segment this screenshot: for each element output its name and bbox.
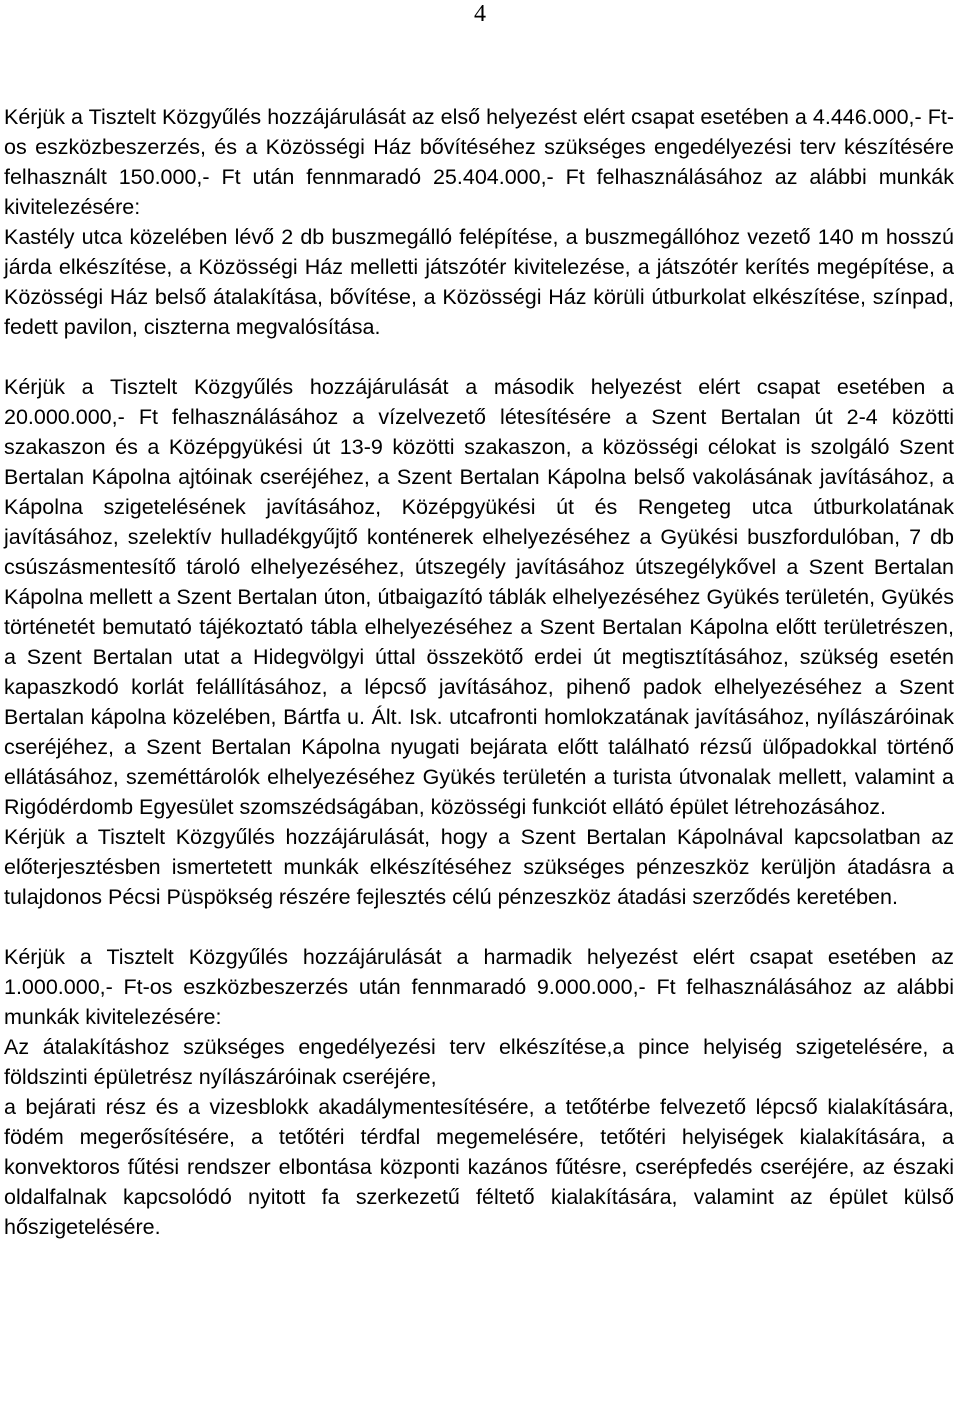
paragraph-first-place: Kérjük a Tisztelt Közgyűlés hozzájárulását az első helyezést elért csapat esetében a 4.446.000,- Ft-os eszközbeszerzés, és a Közösségi Ház bővítéséhez szükséges engedélyezési terv készítésére felhasznált 150.000,- Ft után fennmaradó 25.404.000,- Ft felhasználásához az alábbi munkák kivitelezésére: Kastély utca közelében lévő 2 db buszmegálló felépítése, a buszmegállóhoz vezető 140 m hosszú járda elkészítése, a Közösségi Ház melletti játszótér kivitelezése, a játszótér kerítés megépítése, a Közösségi Ház belső átalakítása, bővítése, a Közösségi Ház körüli útburkolat elkészítése, színpad, fedett pavilon, ciszterna megvalósítása. [4,105,954,339]
paragraph-second-place: Kérjük a Tisztelt Közgyűlés hozzájárulását a második helyezést elért csapat esetében a 20.000.000,- Ft felhasználásához a vízelvezető létesítésére a Szent Bertalan út 2-4 közötti szakaszon és a Középgyükési út 13-9 közötti szakaszon, a közösségi célokat is szolgáló Szent Bertalan Kápolna ajtóinak cseréjéhez, a Szent Bertalan Kápolna belső vakolásának javításához, a Kápolna szigetelésének javításához, Középgyükési út és Rengeteg utca útburkolatának javításához, szelektív hulladékgyűjtő konténerek elhelyezéséhez a Gyükési buszfordulóban, 7 db csúszásmentesítő tároló elhelyezéséhez, útszegély javításához útszegélykővel a Szent Bertalan Kápolna mellett a Szent Bertalan úton, útbaigazító táblák elhelyezéséhez Gyükés területén, Gyükés történetét bemutató tájékoztató tábla elhelyezéséhez a Szent Bertalan Kápolna előtt területrészen, a Szent Bertalan utat a Hidegvölgyi úttal összekötő erdei út megtisztításához, szükség esetén kapaszkodó korlát felállításához, a lépcső javításához, pihenő padok elhelyezéséhez a Szent Bertalan kápolna közelében, Bártfa u. Ált. Isk. utcafronti homlokzatának javításához, nyílászáróinak cseréjéhez, a Szent Bertalan Kápolna nyugati bejárata előtt található rézsű ülőpadokkal történő ellátásához, szeméttárolók elhelyezéséhez Gyükés területén a turista útvonalak mellett, valamint a Rigódérdomb Egyesület szomszédságában, közösségi funkciót ellátó épület létrehozásához. Kérjük a Tisztelt Közgyűlés hozzájárulását, hogy a Szent Bertalan Kápolnával kapcsolatban az előterjesztésben ismertetett munkák elkészítéséhez szükséges pénzeszköz kerüljön átadásra a tulajdonos Pécsi Püspökség részére fejlesztés célú pénzeszköz átadási szerződés keretében. [4,375,954,909]
document-body [4,102,954,1242]
paragraph-third-place: Kérjük a Tisztelt Közgyűlés hozzájárulását a harmadik helyezést elért csapat esetében az 1.000.000,- Ft-os eszközbeszerzés után fennmaradó 9.000.000,- Ft felhasználásához az alábbi munkák kivitelezésére: Az átalakításhoz szükséges engedélyezési terv elkészítése,a pince helyiség szigetelésére, a földszinti épületrész nyílászáróinak cseréjére, a bejárati rész és a vizesblokk akadálymentesítésére, a tetőtérbe felvezető lépcső kialakítására, födém megerősítésére, a tetőtéri térdfal megemelésére, tetőtéri helyiségek kialakítására, a konvektoros fűtési rendszer elbontása központi kazános fűtésre, cserépfedés cseréjére, az északi oldalfalnak kapcsolódó nyitott fa szerkezetű féltető kialakítására, valamint az épület külső hőszigetelésére. [4,945,954,1239]
page-number: 4 [474,1,486,27]
